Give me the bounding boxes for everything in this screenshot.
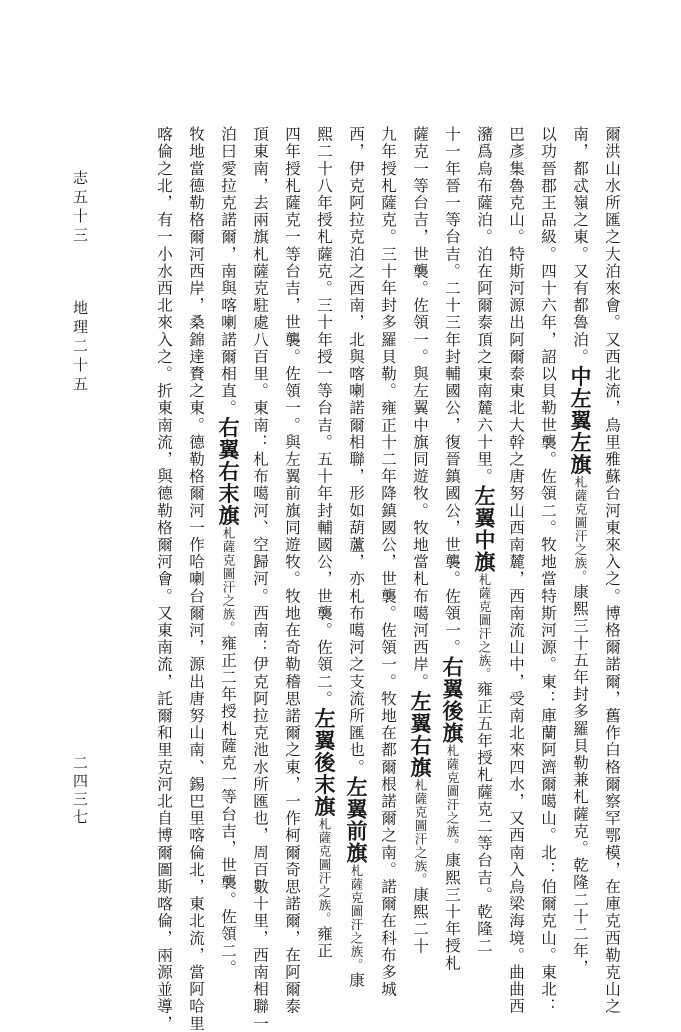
body-text: 爾洪山水所匯之大泊來會。又西北流，烏里雅蘇台河東來入之。博格爾諾爾，舊作白格爾察罕鄂模，在庫克西勒克山之: [603, 126, 621, 1016]
body-text: 康熙三十五年封多羅貝勒兼札薩克。乾隆二十二年，: [571, 583, 589, 977]
banner-heading: 左翼前旗: [344, 775, 369, 864]
text-column: [340, 126, 372, 989]
body-text: 十一年晉一等台吉。二十三年封輔國公，復晉鎮國公，世襲。佐領一。: [443, 126, 461, 657]
text-column: [372, 126, 404, 999]
banner-heading: 左翼後末旗: [312, 707, 337, 818]
body-text: 四年授札薩克一等台吉，世襲。佐領一。與左翼前旗同遊牧。牧地在奇勒稽思諾爾之東，一作柯爾奇思諾爾，在阿爾泰: [283, 126, 301, 1016]
body-text: 泊曰愛拉克諾爾，南與喀喇諾爾相直。: [219, 126, 237, 417]
banner-subnote: 札薩克圖汗之族。: [573, 475, 588, 584]
text-column: [244, 126, 276, 1032]
body-text: 巴彥集魯克山。特斯河源出阿爾泰東北大幹之唐努山西南麓，西南流山中，受南北來四水，又西南入烏梁海境。曲曲西: [507, 126, 525, 1016]
text-column: [308, 126, 340, 960]
body-text: 西，伊克阿拉克泊之西南，北與喀喇諾爾相聯，形如葫蘆，亦札布噶河之支流所匯也。: [347, 126, 365, 776]
banner-heading: 右翼後旗: [440, 656, 465, 745]
body-text: 雍正: [315, 925, 333, 960]
body-text: 雍正五年授札薩克二等台吉。乾隆二: [475, 681, 493, 955]
body-text: 瀦爲烏布薩泊。泊在阿爾泰頂之東南麓六十里。: [475, 126, 493, 486]
body-text: 牧地當德勒格爾河西岸，桑錦達賚之東。德勒格爾河一作哈喇台爾河，源出唐努山南、錫巴里喀倫北，東北流，當阿哈里: [187, 126, 205, 1032]
text-column: [596, 126, 628, 1016]
body-text: 康熙三十年授札: [443, 852, 461, 972]
text-column: [500, 126, 532, 1016]
banner-subnote: 札薩克圖汗之族。: [317, 817, 332, 926]
banner-heading: 中左翼左旗: [568, 365, 593, 476]
text-column: [468, 126, 500, 955]
banner-subnote: 札薩克圖汗之族。: [349, 863, 364, 972]
body-text: 喀倫之北，有一小水西北來入之。折東南流，與德勒格爾河會。又東南流，託爾和里克河北自博爾圖斯喀倫，兩源並導，: [155, 126, 173, 1032]
body-text: 薩克一等台吉，世襲。佐領一。與左翼中旗同遊牧。牧地當札布噶河西岸。: [411, 126, 429, 691]
text-column: [532, 126, 564, 1016]
banner-heading: 左翼右旗: [408, 690, 433, 779]
text-column: [404, 126, 436, 955]
body-text: 九年授札薩克。三十年封多羅貝勒。雍正十二年降鎮國公，世襲。佐領一。牧地在都爾根諾爾之南。諾爾在科布多城: [379, 126, 397, 999]
banner-subnote: 札薩克圖汗之族。: [221, 526, 236, 635]
body-text: 熙二十八年授札薩克。三十年授一等台吉。五十年封輔國公，世襲。佐領二。: [315, 126, 333, 708]
page-number: 二四三七: [71, 755, 89, 827]
text-column: [212, 126, 244, 977]
body-text: 康: [347, 971, 365, 989]
body-text: 頂東南，去兩旗札薩克駐處八百里。東南：札布噶河、空歸河。西南：伊克阿拉克池水所匯也，周百數十里，西南相聯一: [251, 126, 269, 1032]
text-column: [564, 126, 596, 977]
body-text: 康熙二十: [411, 886, 429, 955]
vertical-text-block: [88, 126, 628, 1032]
banner-subnote: 札薩克圖汗之族。: [477, 573, 492, 682]
banner-subnote: 札薩克圖汗之族。: [413, 778, 428, 887]
body-text: 以功晉郡王品級。四十六年，詔以貝勒世襲。佐領二。牧地當特斯河源。東：庫蘭阿濟爾噶山。北：伯爾克山。東北：: [539, 126, 557, 1016]
section-label: 地理二十五: [71, 300, 89, 395]
body-text: 南，都忒嶺之東。又有都魯泊。: [571, 126, 589, 366]
body-text: 雍正二年授札薩克一等台吉，世襲。佐領二。: [219, 634, 237, 977]
text-column: [436, 126, 468, 972]
text-column: [180, 126, 212, 1032]
volume-label: 志五十三: [71, 170, 89, 246]
text-column: [148, 126, 180, 1032]
text-column: [276, 126, 308, 1016]
banner-heading: 左翼中旗: [472, 485, 497, 574]
banner-subnote: 札薩克圖汗之族。: [445, 744, 460, 853]
banner-heading: 右翼右末旗: [216, 416, 241, 527]
